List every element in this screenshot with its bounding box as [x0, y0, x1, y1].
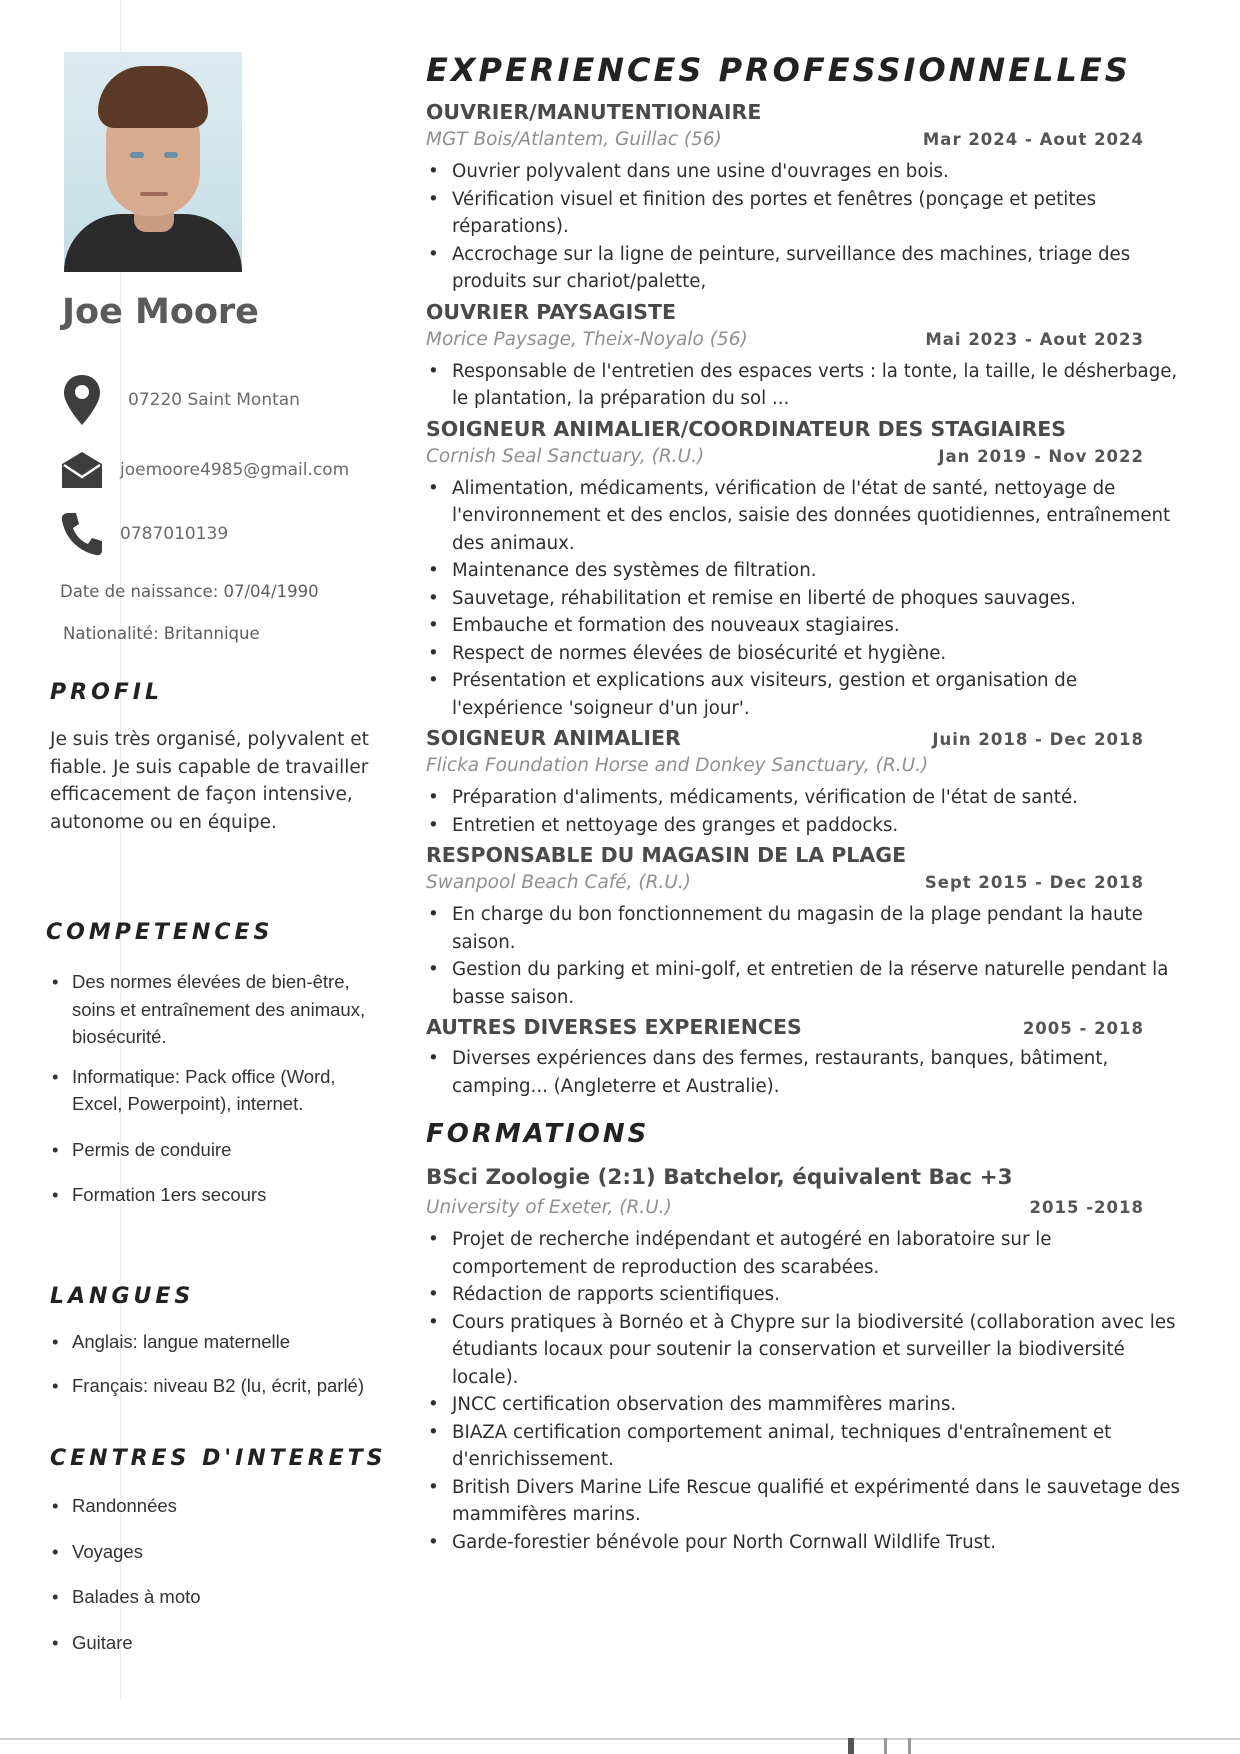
job-title: OUVRIER PAYSAGISTE: [426, 299, 677, 324]
interets-heading: CENTRES D'INTERETS: [50, 1446, 387, 1471]
job-bullets: [426, 158, 1186, 296]
job-bullets: [426, 784, 1186, 839]
list-item: • En charge du bon fonctionnement du magasin de la plage pendant la haute saison.: [426, 901, 1186, 956]
job-bullets: [426, 358, 1186, 413]
list-item: • Informatique: Pack office (Word, Excel, Powerpoint), internet.: [48, 1063, 378, 1118]
list-item: • Accrochage sur la ligne de peinture, surveillance des machines, triage des produits sur chariot/palette,: [426, 241, 1186, 296]
experience-heading: EXPERIENCES PROFESSIONNELLES: [426, 51, 1131, 89]
job-title: AUTRES DIVERSES EXPERIENCES: [426, 1015, 802, 1039]
job-company: Cornish Seal Sanctuary, (R.U.): [426, 445, 705, 467]
list-item: • Gestion du parking et mini-golf, et entretien de la réserve naturelle pendant la basse saison.: [426, 956, 1186, 1011]
langues-heading: LANGUES: [50, 1284, 195, 1309]
list-item: • Préparation d'aliments, médicaments, vérification de l'état de santé.: [426, 784, 1186, 812]
list-item: • Garde-forestier bénévole pour North Cornwall Wildlife Trust.: [426, 1529, 1186, 1557]
list-item: • Balades à moto: [48, 1583, 378, 1611]
binder-mark: [908, 1738, 911, 1754]
job-dates: Mai 2023 - Aout 2023: [925, 329, 1144, 349]
job-dates: Mar 2024 - Aout 2024: [922, 130, 1144, 149]
school-name: University of Exeter, (R.U.): [426, 1197, 672, 1218]
profil-heading: PROFIL: [50, 680, 163, 705]
list-item: • Ouvrier polyvalent dans une usine d'ouvrages en bois.: [426, 158, 1186, 186]
job-bullets: [426, 1045, 1186, 1100]
interets-list: [48, 1492, 378, 1656]
list-item: • Diverses expériences dans des fermes, restaurants, banques, bâtiment, camping... (Angleterre et Australie).: [426, 1045, 1186, 1100]
list-item: • Des normes élevées de bien-être, soins et entraînement des animaux, biosécurité.: [48, 968, 378, 1051]
list-item: • Anglais: langue maternelle: [48, 1328, 408, 1356]
birth-date: Date de naissance: 07/04/1990: [60, 582, 319, 601]
list-item: • Maintenance des systèmes de filtration.: [426, 557, 1186, 585]
profil-text: Je suis très organisé, polyvalent et fiable. Je suis capable de travailler efficacement de façon intensive, autonome ou en équipe.: [50, 729, 369, 833]
job-entry: [426, 298, 1186, 413]
job-entry: [426, 1013, 1186, 1100]
contact-phone: [58, 510, 228, 558]
contact-email: [58, 446, 349, 494]
list-item: • Alimentation, médicaments, vérification de l'état de santé, nettoyage de l'environnement et des enclos, saisie des données quotidiennes, entraînement des animaux.: [426, 475, 1186, 558]
binder-mark: [848, 1738, 854, 1754]
job-bullets: [426, 901, 1186, 1011]
job-title: OUVRIER/MANUTENTIONAIRE: [426, 100, 762, 124]
education-entry: [426, 1162, 1186, 1556]
list-item: • BIAZA certification comportement animal, techniques d'entraînement et d'enrichissement.: [426, 1419, 1186, 1474]
list-item: • Voyages: [48, 1538, 378, 1566]
job-entry: [426, 841, 1186, 1011]
list-item: • Formation 1ers secours: [48, 1181, 378, 1209]
list-item: • Respect de normes élevées de biosécurité et hygiène.: [426, 640, 1186, 668]
job-company: MGT Bois/Atlantem, Guillac (56): [426, 129, 722, 150]
competences-list: [48, 968, 378, 1209]
langues-list: [48, 1328, 408, 1399]
job-title: SOIGNEUR ANIMALIER/COORDINATEUR DES STAGIAIRES: [426, 416, 1067, 441]
list-item: • Présentation et explications aux visiteurs, gestion et organisation de l'expérience 'soigneur d'un jour'.: [426, 667, 1186, 722]
job-entry: [426, 724, 1186, 839]
address-text: 07220 Saint Montan: [128, 390, 300, 410]
list-item: • Rédaction de rapports scientifiques.: [426, 1281, 1186, 1309]
job-bullets: [426, 475, 1186, 723]
contact-address: [58, 376, 300, 424]
competences-heading: COMPETENCES: [46, 920, 274, 945]
job-dates: Juin 2018 - Dec 2018: [932, 730, 1144, 749]
job-dates: 2005 - 2018: [1022, 1019, 1144, 1038]
scan-edge-line: [0, 1738, 1240, 1740]
list-item: • Embauche et formation des nouveaux stagiaires.: [426, 612, 1186, 640]
job-entry: [426, 98, 1186, 296]
list-item: • Guitare: [48, 1629, 378, 1657]
list-item: • British Divers Marine Life Rescue qualifié et expérimenté dans le sauvetage des mammifères marins.: [426, 1474, 1186, 1529]
email-text: joemoore4985@gmail.com: [120, 460, 350, 480]
job-company: Flicka Foundation Horse and Donkey Sanctuary, (R.U.): [426, 755, 929, 776]
list-item: • Responsable de l'entretien des espaces verts : la tonte, la taille, le désherbage, le plantation, la préparation du sol ...: [426, 358, 1186, 413]
candidate-name: Joe Moore: [62, 292, 259, 332]
list-item: • JNCC certification observation des mammifères marins.: [426, 1391, 1186, 1419]
list-item: • Cours pratiques à Bornéo et à Chypre sur la biodiversité (collaboration avec les étudiants locaux pour soutenir la conservation et surveiller la biodiversité locale).: [426, 1309, 1186, 1392]
formations-heading: FORMATIONS: [426, 1119, 650, 1149]
job-company: Swanpool Beach Café, (R.U.): [426, 872, 692, 893]
job-company: Morice Paysage, Theix-Noyalo (56): [426, 328, 748, 350]
list-item: • Projet de recherche indépendant et autogéré en laboratoire sur le comportement de reproduction des scarabées.: [426, 1226, 1186, 1281]
binder-mark: [884, 1738, 887, 1754]
main-column: [426, 44, 1186, 1556]
education-dates: 2015 -2018: [1029, 1198, 1144, 1217]
list-item: • Sauvetage, réhabilitation et remise en liberté de phoques sauvages.: [426, 585, 1186, 613]
job-title: SOIGNEUR ANIMALIER: [426, 726, 681, 750]
list-item: • Vérification visuel et finition des portes et fenêtres (ponçage et petites réparations).: [426, 186, 1186, 241]
list-item: • Français: niveau B2 (lu, écrit, parlé): [48, 1372, 408, 1400]
list-item: • Randonnées: [48, 1492, 378, 1520]
job-dates: Sept 2015 - Dec 2018: [924, 873, 1144, 892]
phone-text: 0787010139: [120, 524, 229, 544]
profile-photo: [64, 52, 242, 272]
degree-title: BSci Zoologie (2:1) Batchelor, équivalent Bac +3: [426, 1165, 1013, 1190]
job-title: RESPONSABLE DU MAGASIN DE LA PLAGE: [426, 843, 907, 867]
envelope-icon: [58, 446, 106, 494]
nationality: Nationalité: Britannique: [63, 624, 260, 643]
phone-icon: [58, 510, 106, 558]
map-pin-icon: [58, 376, 106, 424]
list-item: • Entretien et nettoyage des granges et paddocks.: [426, 812, 1186, 840]
job-entry: [426, 415, 1186, 723]
list-item: • Permis de conduire: [48, 1136, 378, 1164]
education-bullets: [426, 1226, 1186, 1556]
job-dates: Jan 2019 - Nov 2022: [938, 446, 1144, 466]
